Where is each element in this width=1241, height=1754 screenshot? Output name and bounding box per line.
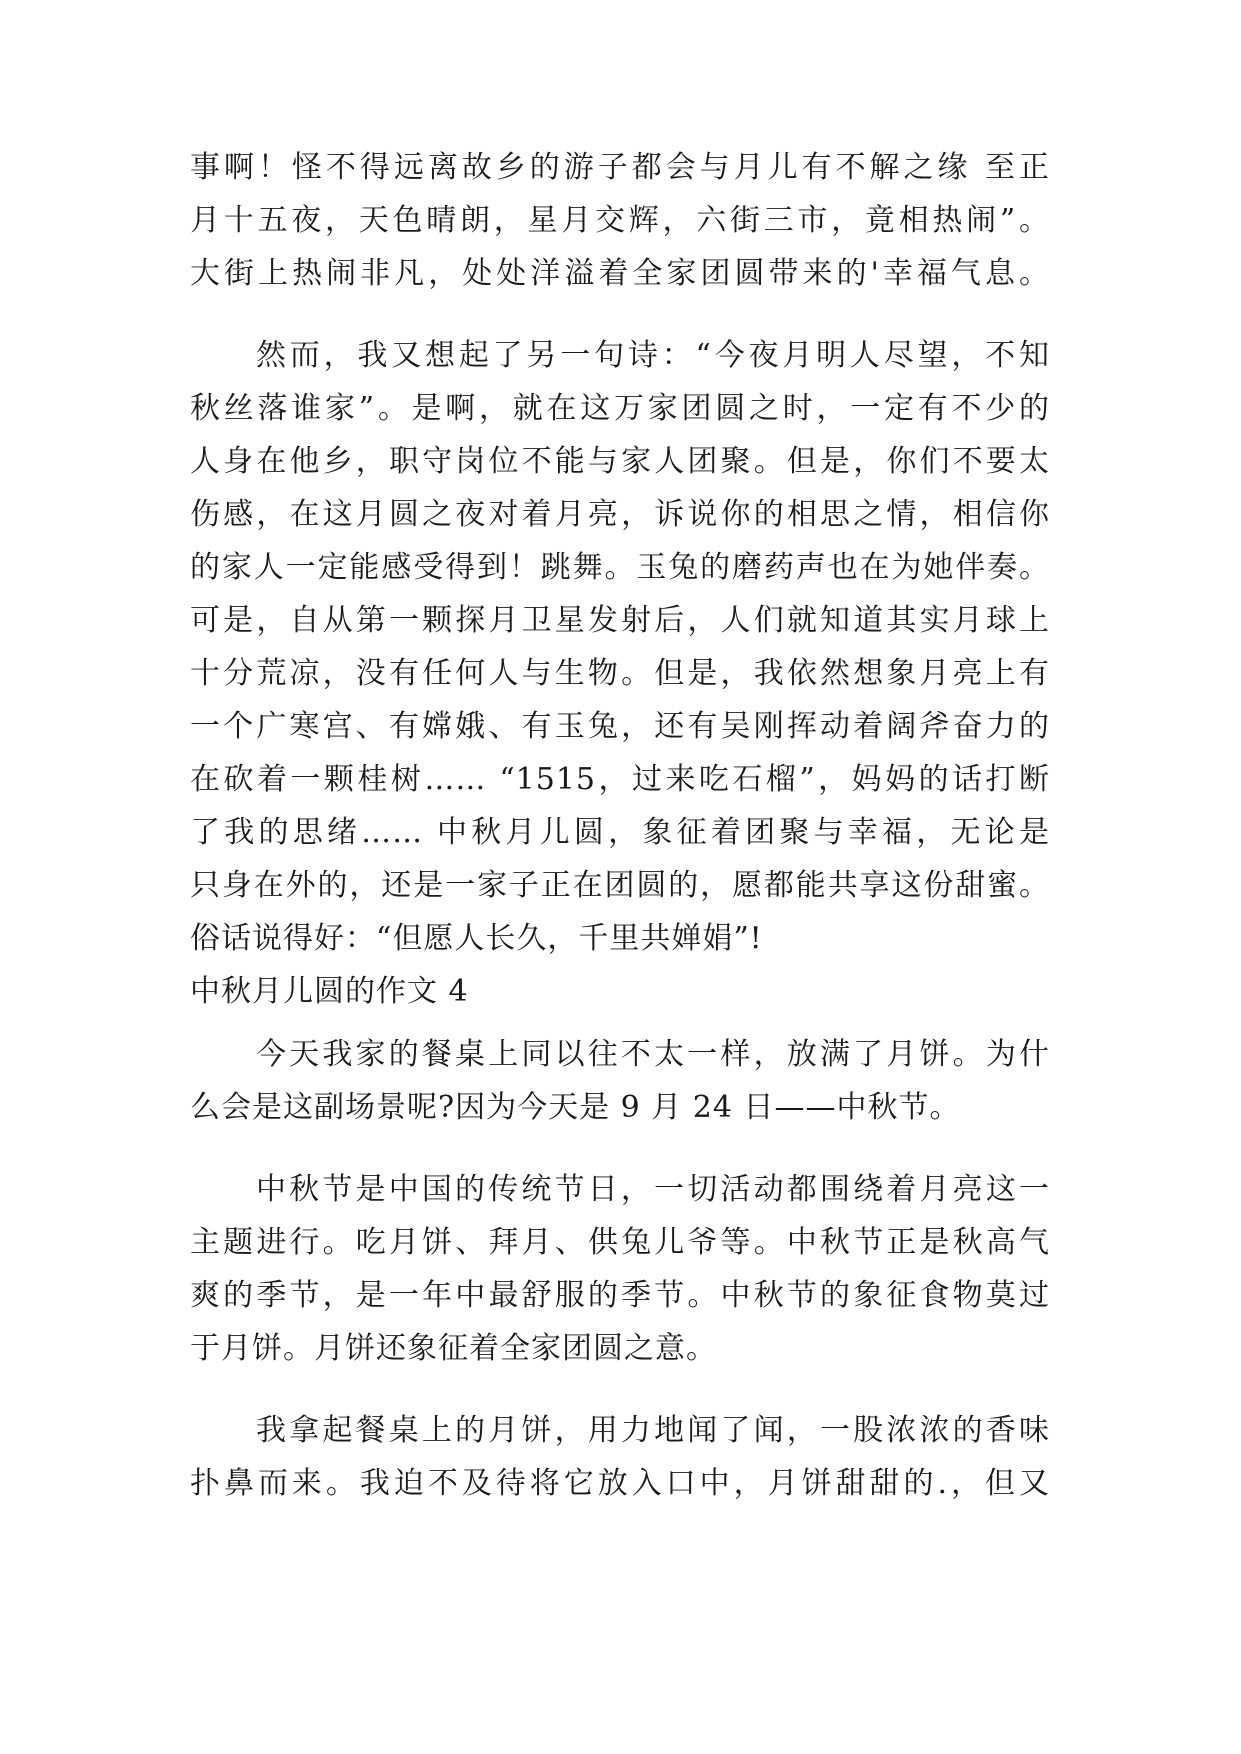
text-line: 么会是这副场景呢?因为今天是 9 月 24 日——中秋节。 xyxy=(190,1090,961,1125)
text-line: 然而，我又想起了另一句诗：“今夜月明人尽望，不知 xyxy=(256,338,1050,373)
text-line: 在砍着一颗桂树…… “1515，过来吃石榴”，妈妈的话打断 xyxy=(190,762,1050,797)
text-line: 俗话说得好：“但愿人长久，千里共婵娟”! xyxy=(190,921,763,956)
text-line: 人身在他乡，职守岗位不能与家人团聚。但是，你们不要太 xyxy=(190,444,1050,479)
text-line: 中秋节是中国的传统节日，一切活动都围绕着月亮这一 xyxy=(256,1172,1050,1207)
text-line: 一个广寒宫、有嫦娥、有玉兔，还有吴刚挥动着阔斧奋力的 xyxy=(190,709,1050,744)
text-line: 今天我家的餐桌上同以往不太一样，放满了月饼。为什 xyxy=(256,1037,1050,1072)
text-line: 爽的季节，是一年中最舒服的季节。中秋节的象征食物莫过 xyxy=(190,1278,1050,1313)
text-line: 于月饼。月饼还象征着全家团圆之意。 xyxy=(190,1331,717,1366)
text-line: 事啊！怪不得远离故乡的游子都会与月儿有不解之缘 至正 xyxy=(190,150,1050,185)
text-line: 扑鼻而来。我迫不及待将它放入口中，月饼甜甜的.，但又 xyxy=(190,1466,1050,1501)
text-line: 了我的思绪…… 中秋月儿圆，象征着团聚与幸福，无论是 xyxy=(190,815,1050,850)
text-line: 的家人一定能感受得到！跳舞。玉兔的磨药声也在为她伴奏。 xyxy=(190,550,1050,585)
text-line: 大街上热闹非凡，处处洋溢着全家团圆带来的'幸福气息。 xyxy=(190,256,1050,291)
text-line: 秋丝落谁家”。是啊，就在这万家团圆之时，一定有不少的 xyxy=(190,391,1050,426)
section-heading: 中秋月儿圆的作文 4 xyxy=(190,974,469,1009)
text-line: 可是，自从第一颗探月卫星发射后，人们就知道其实月球上 xyxy=(190,603,1050,638)
text-line: 只身在外的，还是一家子正在团圆的，愿都能共享这份甜蜜。 xyxy=(190,868,1050,903)
text-line: 我拿起餐桌上的月饼，用力地闻了闻，一股浓浓的香味 xyxy=(256,1413,1050,1448)
text-line: 十分荒凉，没有任何人与生物。但是，我依然想象月亮上有 xyxy=(190,656,1050,691)
text-line: 月十五夜，天色晴朗，星月交辉，六街三市，竟相热闹”。 xyxy=(190,203,1050,238)
text-line: 主题进行。吃月饼、拜月、供兔儿爷等。中秋节正是秋高气 xyxy=(190,1225,1050,1260)
text-line: 伤感，在这月圆之夜对着月亮，诉说你的相思之情，相信你 xyxy=(190,497,1050,532)
